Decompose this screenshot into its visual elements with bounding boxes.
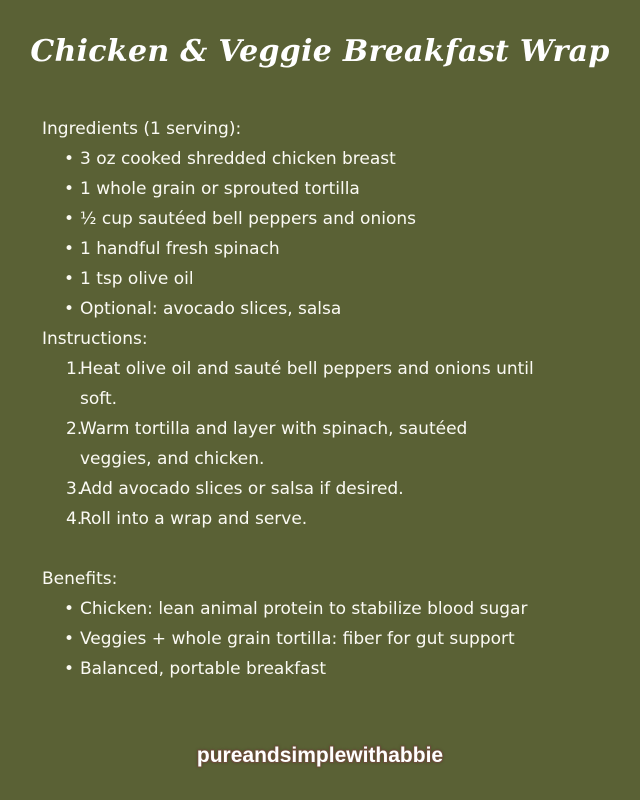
recipe-content bbox=[42, 114, 602, 684]
step-text: Heat olive oil and sauté bell peppers and onions until soft. bbox=[80, 359, 534, 409]
ingredients-heading: Ingredients (1 serving): bbox=[42, 119, 242, 139]
benefit-item: • Veggies + whole grain tortilla: fiber for gut support bbox=[64, 624, 602, 654]
recipe-title: Chicken & Veggie Breakfast Wrap bbox=[30, 34, 610, 69]
ingredients-list bbox=[42, 144, 602, 324]
instruction-step bbox=[66, 354, 536, 414]
ingredient-item: • 1 handful fresh spinach bbox=[64, 234, 602, 264]
benefits-list bbox=[42, 594, 602, 684]
instruction-step bbox=[66, 504, 536, 534]
ingredient-item: • 1 tsp olive oil bbox=[64, 264, 602, 294]
step-number: 2. bbox=[66, 419, 83, 439]
instruction-step bbox=[66, 414, 536, 474]
step-text: Add avocado slices or salsa if desired. bbox=[80, 479, 404, 499]
benefit-item: • Balanced, portable breakfast bbox=[64, 654, 602, 684]
ingredient-item: • 3 oz cooked shredded chicken breast bbox=[64, 144, 602, 174]
instructions-heading: Instructions: bbox=[42, 329, 148, 349]
ingredient-item: • 1 whole grain or sprouted tortilla bbox=[64, 174, 602, 204]
ingredient-item: • Optional: avocado slices, salsa bbox=[64, 294, 602, 324]
section-spacer bbox=[42, 534, 602, 564]
creator-handle: pureandsimplewithabbie bbox=[196, 744, 444, 767]
instructions-list bbox=[42, 354, 536, 534]
step-text: Roll into a wrap and serve. bbox=[80, 509, 308, 529]
ingredient-item: • ½ cup sautéed bell peppers and onions bbox=[64, 204, 602, 234]
step-number: 3. bbox=[66, 479, 83, 499]
step-number: 1. bbox=[66, 359, 83, 379]
benefits-heading: Benefits: bbox=[42, 569, 118, 589]
instruction-step bbox=[66, 474, 536, 504]
benefit-item: • Chicken: lean animal protein to stabilize blood sugar bbox=[64, 594, 602, 624]
step-text: Warm tortilla and layer with spinach, sautéed veggies, and chicken. bbox=[80, 419, 468, 469]
step-number: 4. bbox=[66, 509, 83, 529]
